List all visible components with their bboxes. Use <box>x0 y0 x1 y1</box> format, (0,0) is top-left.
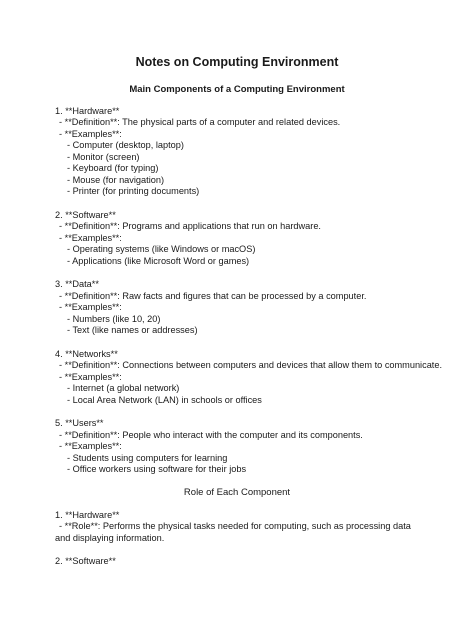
example-item: - Printer (for printing documents) <box>67 186 200 196</box>
example-item: - Applications (like Microsoft Word or games) <box>67 256 250 266</box>
roles-heading: Role of Each Component <box>183 487 291 498</box>
component-definition: - **Definition**: Raw facts and figures that can be processed by a computer. <box>59 291 367 301</box>
component-examples-label: - **Examples**: <box>59 233 122 243</box>
component-heading: 5. **Users** <box>55 418 104 428</box>
example-item: - Keyboard (for typing) <box>67 163 159 173</box>
component-examples-label: - **Examples**: <box>59 129 122 139</box>
role-description <box>55 521 425 545</box>
example-item: - Office workers using software for their jobs <box>67 464 247 474</box>
component-heading: 1. **Hardware** <box>55 106 120 116</box>
role-heading: 1. **Hardware** <box>55 510 120 520</box>
example-item: - Students using computers for learning <box>67 453 228 463</box>
example-item: - Local Area Network (LAN) in schools or offices <box>67 395 262 405</box>
component-examples-label: - **Examples**: <box>59 372 122 382</box>
section-subtitle: Main Components of a Computing Environment <box>129 84 345 95</box>
component-definition: - **Definition**: The physical parts of a computer and related devices. <box>59 117 341 127</box>
component-examples-label: - **Examples**: <box>59 302 122 312</box>
component-heading: 2. **Software** <box>55 210 116 220</box>
example-item: - Monitor (screen) <box>67 152 140 162</box>
example-item: - Internet (a global network) <box>67 383 180 393</box>
example-item: - Mouse (for navigation) <box>67 175 165 185</box>
example-item: - Computer (desktop, laptop) <box>67 140 184 150</box>
component-definition: - **Definition**: Programs and applications that run on hardware. <box>59 221 321 231</box>
example-item: - Text (like names or addresses) <box>67 325 198 335</box>
component-examples-label: - **Examples**: <box>59 441 122 451</box>
example-item: - Operating systems (like Windows or macOS) <box>67 244 256 254</box>
document-title: Notes on Computing Environment <box>135 55 339 69</box>
component-definition: - **Definition**: Connections between computers and devices that allow them to communicate. <box>59 360 443 370</box>
component-heading: 3. **Data** <box>55 279 99 289</box>
component-definition: - **Definition**: People who interact with the computer and its components. <box>59 430 363 440</box>
component-heading: 4. **Networks** <box>55 349 118 359</box>
example-item: - Numbers (like 10, 20) <box>67 314 161 324</box>
role-text: - **Role**: Performs the physical tasks needed for computing, such as processing data and displaying information. <box>55 521 411 543</box>
role-heading: 2. **Software** <box>55 556 116 566</box>
